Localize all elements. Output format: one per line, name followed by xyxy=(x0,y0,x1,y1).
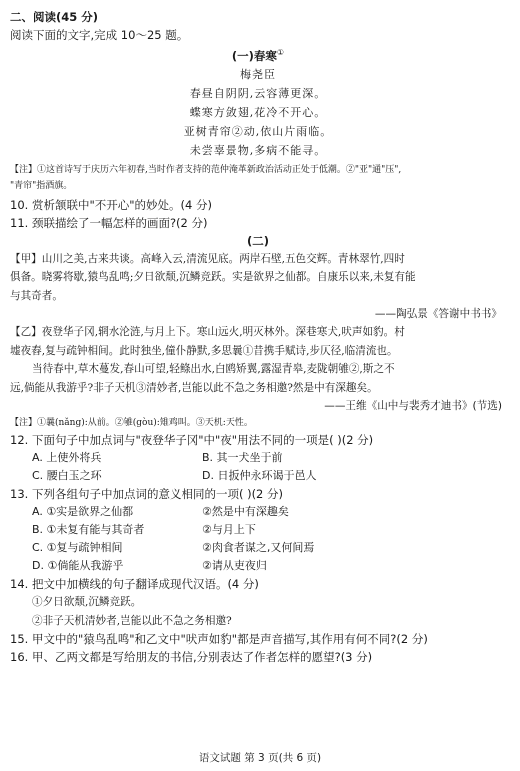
poem-note: "青帘"指酒旗。 xyxy=(10,180,73,191)
passage-yi-line: 墟夜舂,复与疏钟相间。此时独坐,僮仆静默,多思曩①昔携手赋诗,步仄径,临清流也。 xyxy=(10,344,398,357)
question-11: 11. 颈联描绘了一幅怎样的画面?(2 分) xyxy=(10,215,208,230)
passage-yi-line: 【乙】夜登华子冈,辋水沦涟,与月上下。寒山远火,明灭林外。深巷寒犬,吠声如豹。村 xyxy=(10,326,405,339)
passage-jia-line: 俱备。晓雾将歇,猿鸟乱鸣;夕日欲颓,沉鳞竞跃。实是欲界之仙都。自康乐以来,未复有能 xyxy=(10,271,416,284)
passage-yi-line: 当待春中,草木蔓发,春山可望,轻鲦出水,白鸥矫翼,露湿青皋,麦陇朝雊②,斯之不 xyxy=(32,363,395,376)
question-16: 16. 甲、乙两文都是写给朋友的书信,分别表达了作者怎样的愿望?(3 分) xyxy=(10,650,373,665)
passage-jia-source: ——陶弘景《答谢中书书》 xyxy=(374,308,502,321)
question-13-option-row xyxy=(10,503,506,521)
option: A. 上使外将兵 xyxy=(32,451,102,465)
poem-title: (一)春寒 xyxy=(231,48,277,63)
question-15: 15. 甲文中的"猿鸟乱鸣"和乙文中"吠声如豹"都是声音描写,其作用有何不同?(2 分) xyxy=(10,632,428,647)
passage-jia-line: 【甲】山川之美,古来共谈。高峰入云,清流见底。两岸石壁,五色交辉。青林翠竹,四时 xyxy=(10,252,405,265)
passage-yi-source: ——王维《山中与裴秀才迪书》(节选) xyxy=(324,400,502,413)
poem-heading xyxy=(10,44,506,65)
passage-yi-line: 远,倘能从我游乎?非子天机③清妙者,岂能以此不急之务相邀?然是中有深趣矣。 xyxy=(10,381,378,394)
instruction: 阅读下面的文字,完成 10～25 题。 xyxy=(10,28,189,42)
question-10: 10. 赏析颔联中"不开心"的妙处。(4 分) xyxy=(10,197,212,212)
option: ②肉食者谋之,又何间焉 xyxy=(202,541,315,555)
poem-note: 【注】①这首诗写于庆历六年初春,当时作者支持的范仲淹革新政治活动正处于低潮。②"亚"通"压", xyxy=(10,164,402,175)
section-title: 二、阅读(45 分) xyxy=(10,10,99,24)
poem-title-note-mark: ① xyxy=(276,48,285,57)
poem-line: 亚树青帘②动,依山片雨临。 xyxy=(183,124,333,138)
question-14-stem: 14. 把文中加横线的句子翻译成现代汉语。(4 分) xyxy=(10,577,259,592)
question-12-stem: 12. 下面句子中加点词与"夜登华子冈"中"夜"用法不同的一项是( )(2 分) xyxy=(10,433,374,448)
option: B. ①未复有能与其奇者 xyxy=(32,523,145,537)
option: A. ①实是欲界之仙都 xyxy=(32,505,134,519)
poem-line: 未尝辜景物,多病不能寻。 xyxy=(189,143,327,157)
question-13-option-row xyxy=(10,539,506,557)
option: ②请从吏夜归 xyxy=(202,559,267,573)
option: C. 腰白玉之环 xyxy=(32,469,102,483)
question-13-stem: 13. 下列各组句子中加点词的意义相同的一项( )(2 分) xyxy=(10,487,284,502)
option: ②然是中有深趣矣 xyxy=(202,505,289,519)
question-13-option-row xyxy=(10,557,506,575)
poem-line: 蝶寒方敛翅,花冷不开心。 xyxy=(189,105,327,119)
passage-note: 【注】①曩(nǎng):从前。②雊(gòu):雉鸡叫。③天机:天性。 xyxy=(10,418,253,429)
option: B. 其一犬坐于前 xyxy=(202,451,283,465)
passage-jia-line: 与其奇者。 xyxy=(10,289,63,302)
option: C. ①复与疏钟相间 xyxy=(32,541,123,555)
poem-line: 春昼自阴阴,云容薄更深。 xyxy=(189,86,327,100)
question-14-item: ①夕日欲颓,沉鳞竞跃。 xyxy=(32,596,142,609)
question-13-option-row xyxy=(10,521,506,539)
part2-heading: (二) xyxy=(246,233,269,248)
option: D. 日扳仲永环谒于邑人 xyxy=(202,469,317,483)
option: ②与月上下 xyxy=(202,523,256,537)
page-footer: 语文试题 第 3 页(共 6 页) xyxy=(198,752,322,764)
option: D. ①倘能从我游乎 xyxy=(32,559,124,573)
question-12-options-row xyxy=(10,449,506,467)
question-14-item: ②非子天机清妙者,岂能以此不急之务相邀? xyxy=(32,614,232,627)
question-12-options-row xyxy=(10,467,506,485)
poem-author: 梅尧臣 xyxy=(240,67,276,81)
